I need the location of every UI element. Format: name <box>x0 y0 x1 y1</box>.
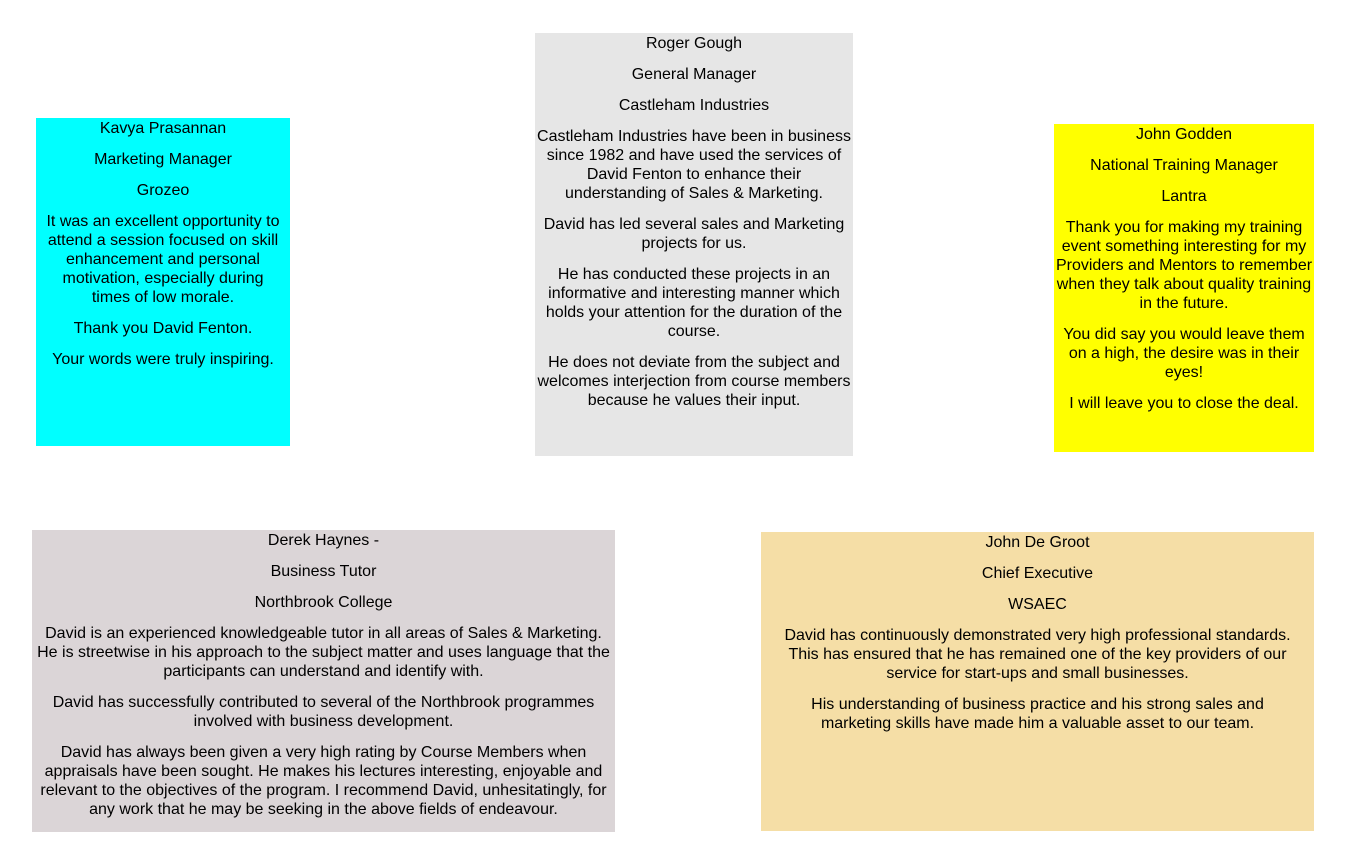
testimonial-paragraph: Thank you David Fenton. <box>73 320 253 337</box>
testimonial-role: General Manager <box>631 66 757 83</box>
testimonial-paragraph: David has always been given a very high rating by Course Members when appraisals have been sought. He makes his lectures interesting, enjoyable and relevant to the objectives of the program. I recommend David, unhesitatingly, for any work that he may be seeking in the above fields of endeavour. <box>40 744 607 818</box>
testimonial-company: WSAEC <box>1008 596 1067 613</box>
testimonial-role: Marketing Manager <box>94 151 232 168</box>
testimonial-role: Business Tutor <box>270 563 377 580</box>
testimonial-card-kavya <box>36 118 290 446</box>
testimonial-company: Northbrook College <box>254 594 393 611</box>
testimonial-paragraph: Thank you for making my training event something interesting for my Providers and Mentors to remember when they talk about quality training in the future. <box>1055 219 1313 312</box>
testimonial-paragraph: David has continuously demonstrated very high professional standards. This has ensured that he has remained one of the key providers of our service for start-ups and small businesses. <box>784 627 1291 682</box>
testimonial-paragraph: David has successfully contributed to several of the Northbrook programmes involved with business development. <box>52 694 595 730</box>
testimonial-name: Derek Haynes - <box>267 532 380 549</box>
testimonial-paragraph: Castleham Industries have been in business since 1982 and have used the services of David Fenton to enhance their understanding of Sales & Marketing. <box>537 128 851 202</box>
testimonial-role: Chief Executive <box>981 565 1094 582</box>
testimonial-paragraph: It was an excellent opportunity to attend a session focused on skill enhancement and personal motivation, especially during times of low morale. <box>46 213 280 306</box>
testimonial-name: Roger Gough <box>645 35 743 52</box>
testimonial-company: Castleham Industries <box>618 97 770 114</box>
testimonial-paragraph: David has led several sales and Marketing projects for us. <box>543 216 845 252</box>
testimonial-card-roger <box>535 33 853 456</box>
testimonial-company: Grozeo <box>136 182 190 199</box>
testimonial-paragraph: You did say you would leave them on a high, the desire was in their eyes! <box>1063 326 1305 381</box>
testimonial-paragraph: I will leave you to close the deal. <box>1069 395 1299 412</box>
testimonial-paragraph: He does not deviate from the subject and welcomes interjection from course members because he values their input. <box>537 354 851 409</box>
testimonial-card-godden <box>1054 124 1314 452</box>
testimonial-paragraph: Your words were truly inspiring. <box>52 351 274 368</box>
testimonial-role: National Training Manager <box>1090 157 1278 174</box>
testimonial-paragraph: David is an experienced knowledgeable tutor in all areas of Sales & Marketing. He is streetwise in his approach to the subject matter and uses language that the participants can understand and identify with. <box>37 625 610 680</box>
testimonial-card-derek <box>32 530 615 832</box>
testimonial-paragraph: He has conducted these projects in an informative and interesting manner which holds your attention for the duration of the course. <box>545 266 843 340</box>
testimonial-name: John Godden <box>1135 126 1233 143</box>
testimonial-card-degroot <box>761 532 1314 831</box>
testimonial-company: Lantra <box>1161 188 1207 205</box>
testimonial-paragraph: His understanding of business practice and his strong sales and marketing skills have made him a valuable asset to our team. <box>811 696 1264 732</box>
testimonial-name: John De Groot <box>985 534 1090 551</box>
testimonial-name: Kavya Prasannan <box>99 120 227 137</box>
